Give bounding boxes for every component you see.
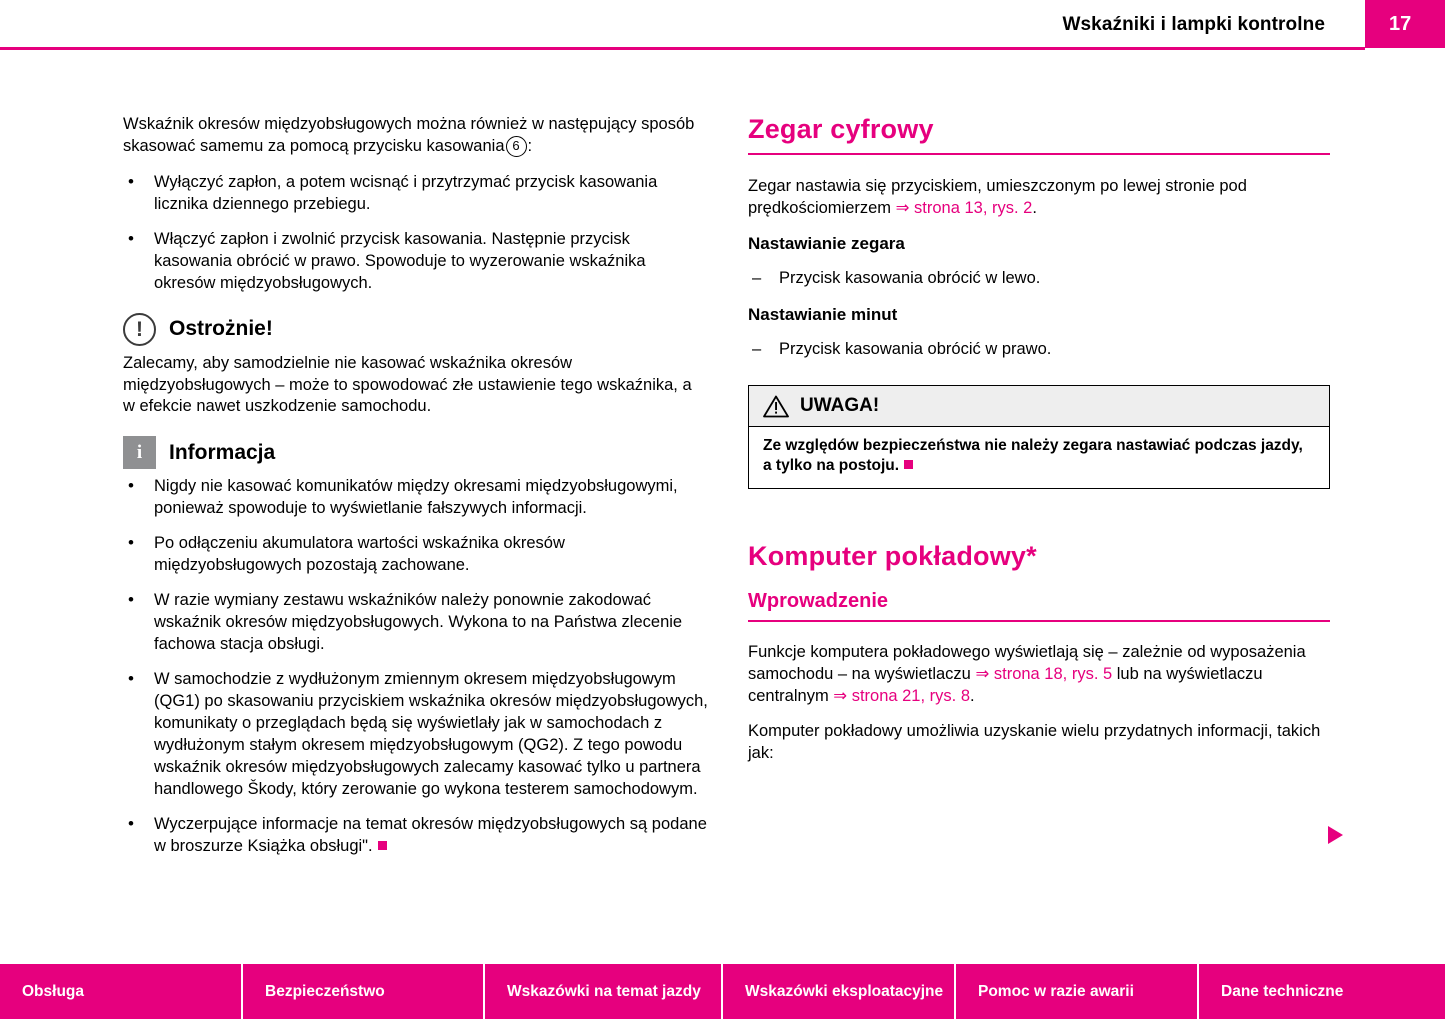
subsection-rule bbox=[748, 620, 1330, 622]
list-item bbox=[123, 814, 708, 858]
left-column bbox=[123, 114, 708, 870]
warning-box-text: Ze względów bezpieczeństwa nie należy zegara nastawiać podczas jazdy, a tylko na postoju. bbox=[763, 436, 1303, 475]
page-number: 17 bbox=[1389, 13, 1412, 35]
intro-paragraph bbox=[123, 114, 708, 158]
list-item: • Włączyć zapłon i zwolnić przycisk kasowania. Następnie przycisk kasowania obrócić w prawo. Spowoduje to wyzerowanie wskaźnika okresów międzyobsługowych. bbox=[123, 229, 708, 295]
warning-box-text-wrapper bbox=[749, 427, 1329, 488]
page-title: Wskaźniki i lampki kontrolne bbox=[1062, 14, 1325, 35]
exclamation-circle-icon: ! bbox=[123, 313, 156, 346]
footer-tab-wskazowki-eksploatacyjne[interactable]: Wskazówki eksploatacyjne bbox=[723, 964, 956, 1019]
reset-button-marker: 6 bbox=[506, 136, 527, 157]
footer-tab-bezpieczenstwo[interactable]: Bezpieczeństwo bbox=[243, 964, 485, 1019]
information-notice-title: Informacja bbox=[169, 440, 276, 464]
paragraph-text-part: . bbox=[970, 686, 975, 705]
information-notice bbox=[123, 436, 708, 857]
caution-notice bbox=[123, 313, 708, 419]
section-heading-trip-computer: Komputer pokładowy* bbox=[748, 540, 1037, 571]
warning-box-header bbox=[749, 386, 1329, 427]
caution-notice-header bbox=[123, 313, 708, 346]
section-heading-clock: Zegar cyfrowy bbox=[748, 114, 934, 144]
clock-intro-paragraph bbox=[748, 176, 1330, 220]
warning-box-title: UWAGA! bbox=[800, 395, 880, 417]
section-rule bbox=[748, 153, 1330, 155]
warning-box bbox=[748, 385, 1330, 489]
intro-colon: : bbox=[527, 136, 533, 155]
footer-tab-wskazowki-jazdy[interactable]: Wskazówki na temat jazdy bbox=[485, 964, 723, 1019]
right-column bbox=[748, 114, 1330, 779]
footer-tab-pomoc-awaria[interactable]: Pomoc w razie awarii bbox=[956, 964, 1199, 1019]
cross-reference-link[interactable]: ⇒ strona 18, rys. 5 bbox=[975, 664, 1113, 683]
list-item: • Wyłączyć zapłon, a potem wcisnąć i przytrzymać przycisk kasowania licznika dziennego przebiegu. bbox=[123, 172, 708, 216]
list-item: • Nigdy nie kasować komunikatów między okresami międzyobsługowymi, ponieważ spowoduje to wyświetlanie fałszywych informacji. bbox=[123, 476, 708, 520]
page-number-badge bbox=[1365, 0, 1445, 48]
intro-text: Wskaźnik okresów międzyobsługowych można również w następujący sposób skasować samemu za pomocą przycisku kasowania bbox=[123, 115, 695, 155]
paragraph-text-part: Funkcje komputera pokładowego wyświetlają się – zależnie od wyposażenia samochodu – na wyświetlaczu bbox=[748, 642, 1306, 683]
list-item: • W samochodzie z wydłużonym zmiennym okresem międzyobsługowym (QG1) po skasowaniu przyciskiem wskaźnika okresów międzyobsługowych, komunikaty o przeglądach będą się wyświetlały jak w samochodach z wydłużonym stałym okresem międzyobsługowym (QG2). Z tego powodu wskaźnik okresów międzyobsługowych zalecamy kasować tylko u partnera handlowego Škody, który zerowanie go wykona testerem samochodowym. bbox=[123, 669, 708, 801]
information-notice-header bbox=[123, 436, 708, 469]
section-end-marker bbox=[378, 841, 387, 850]
list-item: • Po odłączeniu akumulatora wartości wskaźnika okresów międzyobsługowych pozostają zachowane. bbox=[123, 533, 708, 577]
cross-reference-link[interactable]: ⇒ strona 21, rys. 8 bbox=[833, 686, 970, 705]
subheading-introduction: Wprowadzenie bbox=[748, 589, 889, 612]
list-item-text: Wyczerpujące informacje na temat okresów międzyobsługowych są podane w broszurze Książka obsługi". bbox=[154, 814, 707, 855]
cross-reference-link[interactable]: ⇒ strona 13, rys. 2 bbox=[895, 198, 1033, 217]
list-item: • W razie wymiany zestawu wskaźników należy ponownie zakodować wskaźnik okresów międzyobsługowych. Wykona to na Państwa zlecenie fachowa stacja obsługi. bbox=[123, 590, 708, 656]
caution-notice-title: Ostrożnie! bbox=[169, 317, 273, 341]
paragraph-text-part: lub na wyświetlaczu centralnym bbox=[748, 664, 1263, 705]
warning-triangle-icon bbox=[763, 395, 789, 418]
footer-tab-dane-techniczne[interactable]: Dane techniczne bbox=[1221, 982, 1344, 1000]
section-end-marker bbox=[904, 460, 913, 469]
continue-arrow-icon bbox=[1328, 826, 1343, 844]
clock-intro-period: . bbox=[1032, 198, 1037, 217]
footer-tabs bbox=[0, 964, 1445, 1019]
subheading-set-clock: Nastawianie zegara bbox=[748, 233, 905, 253]
subheading-set-minutes: Nastawianie minut bbox=[748, 304, 898, 324]
trip-computer-paragraph-1 bbox=[748, 642, 1330, 708]
trip-computer-paragraph-2: Komputer pokładowy umożliwia uzyskanie wielu przydatnych informacji, takich jak: bbox=[748, 722, 1321, 763]
header-rule bbox=[0, 47, 1365, 50]
footer-tab-obsluga[interactable]: Obsługa bbox=[0, 964, 243, 1019]
clock-intro-text: Zegar nastawia się przyciskiem, umieszczonym po lewej stronie pod prędkościomierzem bbox=[748, 177, 1247, 217]
list-item: – Przycisk kasowania obrócić w prawo. bbox=[748, 339, 1330, 361]
information-icon: i bbox=[123, 436, 156, 469]
page-header bbox=[0, 0, 1445, 48]
caution-notice-text: Zalecamy, aby samodzielnie nie kasować wskaźnika okresów międzyobsługowych – może to spowodować złe ustawienie tego wskaźnika, a w efekcie nawet uszkodzenie samochodu. bbox=[123, 353, 692, 416]
list-item: – Przycisk kasowania obrócić w lewo. bbox=[748, 268, 1330, 290]
